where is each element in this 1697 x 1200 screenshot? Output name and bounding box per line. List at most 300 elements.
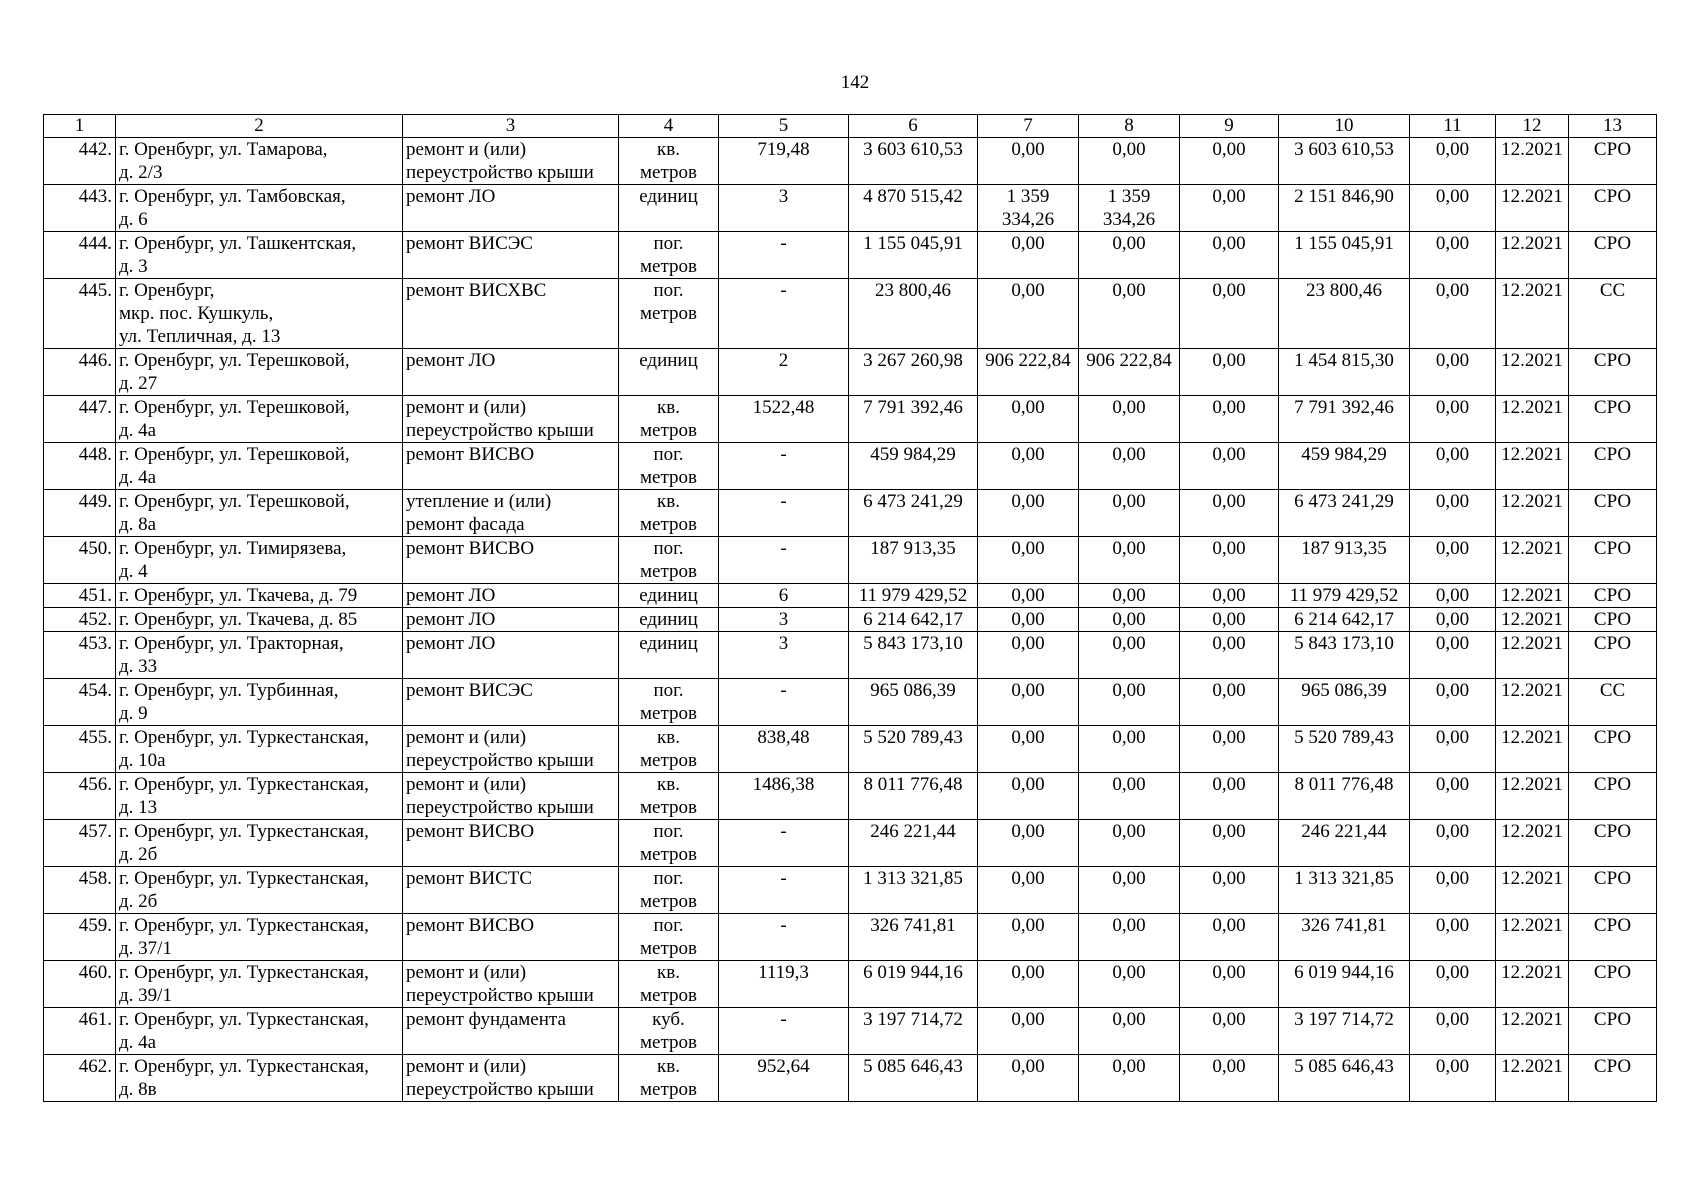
cell-budget-funds: 0,00 xyxy=(1079,961,1180,1008)
cell-work-type: утепление и (или) ремонт фасада xyxy=(403,490,619,537)
cell-total-cost: 3 267 260,98 xyxy=(849,349,978,396)
cell-work-type: ремонт и (или) переустройство крыши xyxy=(403,396,619,443)
cell-address: г. Оренбург, ул. Ташкентская, д. 3 xyxy=(116,232,403,279)
cell-other-funds: 0,00 xyxy=(1410,232,1496,279)
cell-completion-date: 12.2021 xyxy=(1496,490,1569,537)
cell-unit: единиц xyxy=(619,349,719,396)
cell-total-cost: 4 870 515,42 xyxy=(849,185,978,232)
cell-work-type: ремонт ВИСЭС xyxy=(403,679,619,726)
cell-volume: 2 xyxy=(719,349,849,396)
cell-budget-funds: 0,00 xyxy=(1079,820,1180,867)
cell-volume: - xyxy=(719,914,849,961)
cell-other-funds: 0,00 xyxy=(1410,1008,1496,1055)
cell-fund-method: СРО xyxy=(1569,820,1657,867)
column-header: 9 xyxy=(1180,115,1279,138)
cell-fund-method: СС xyxy=(1569,279,1657,349)
table-row xyxy=(44,443,1657,490)
cell-budget-funds: 0,00 xyxy=(1079,867,1180,914)
cell-owner-funds: 6 214 642,17 xyxy=(1279,608,1410,632)
cell-budget-funds: 0,00 xyxy=(1079,584,1180,608)
cell-volume: - xyxy=(719,279,849,349)
cell-owner-funds: 459 984,29 xyxy=(1279,443,1410,490)
table-row xyxy=(44,349,1657,396)
cell-local-funds: 0,00 xyxy=(1180,820,1279,867)
cell-address: г. Оренбург, ул. Туркестанская, д. 8в xyxy=(116,1055,403,1102)
cell-other-funds: 0,00 xyxy=(1410,820,1496,867)
cell-fund-method: СРО xyxy=(1569,490,1657,537)
cell-volume: 952,64 xyxy=(719,1055,849,1102)
table-row xyxy=(44,726,1657,773)
cell-budget-funds: 0,00 xyxy=(1079,396,1180,443)
column-header: 13 xyxy=(1569,115,1657,138)
cell-address: г. Оренбург, ул. Тамбовская, д. 6 xyxy=(116,185,403,232)
cell-other-funds: 0,00 xyxy=(1410,396,1496,443)
cell-owner-funds: 23 800,46 xyxy=(1279,279,1410,349)
cell-local-funds: 0,00 xyxy=(1180,537,1279,584)
cell-owner-funds: 187 913,35 xyxy=(1279,537,1410,584)
cell-fund-support: 0,00 xyxy=(978,279,1079,349)
table-row xyxy=(44,537,1657,584)
cell-owner-funds: 6 019 944,16 xyxy=(1279,961,1410,1008)
cell-other-funds: 0,00 xyxy=(1410,443,1496,490)
column-header: 8 xyxy=(1079,115,1180,138)
cell-unit: пог. метров xyxy=(619,914,719,961)
cell-budget-funds: 0,00 xyxy=(1079,726,1180,773)
column-header: 5 xyxy=(719,115,849,138)
cell-work-type: ремонт и (или) переустройство крыши xyxy=(403,1055,619,1102)
cell-owner-funds: 3 197 714,72 xyxy=(1279,1008,1410,1055)
cell-row-number: 446. xyxy=(44,349,116,396)
cell-row-number: 445. xyxy=(44,279,116,349)
cell-budget-funds: 0,00 xyxy=(1079,279,1180,349)
cell-local-funds: 0,00 xyxy=(1180,584,1279,608)
cell-fund-method: СРО xyxy=(1569,1008,1657,1055)
cell-completion-date: 12.2021 xyxy=(1496,679,1569,726)
cell-local-funds: 0,00 xyxy=(1180,679,1279,726)
cell-other-funds: 0,00 xyxy=(1410,961,1496,1008)
cell-volume: 1486,38 xyxy=(719,773,849,820)
cell-address: г. Оренбург, ул. Туркестанская, д. 2б xyxy=(116,867,403,914)
cell-row-number: 454. xyxy=(44,679,116,726)
cell-budget-funds: 0,00 xyxy=(1079,914,1180,961)
cell-completion-date: 12.2021 xyxy=(1496,349,1569,396)
cell-budget-funds: 0,00 xyxy=(1079,232,1180,279)
cell-unit: пог. метров xyxy=(619,867,719,914)
cell-total-cost: 246 221,44 xyxy=(849,820,978,867)
cell-work-type: ремонт ЛО xyxy=(403,608,619,632)
cell-other-funds: 0,00 xyxy=(1410,584,1496,608)
cell-other-funds: 0,00 xyxy=(1410,867,1496,914)
cell-unit: пог. метров xyxy=(619,279,719,349)
cell-completion-date: 12.2021 xyxy=(1496,820,1569,867)
cell-unit: пог. метров xyxy=(619,443,719,490)
cell-other-funds: 0,00 xyxy=(1410,537,1496,584)
cell-completion-date: 12.2021 xyxy=(1496,608,1569,632)
cell-owner-funds: 8 011 776,48 xyxy=(1279,773,1410,820)
cell-local-funds: 0,00 xyxy=(1180,185,1279,232)
cell-row-number: 456. xyxy=(44,773,116,820)
cell-row-number: 442. xyxy=(44,138,116,185)
table-row xyxy=(44,914,1657,961)
cell-volume: 1119,3 xyxy=(719,961,849,1008)
cell-completion-date: 12.2021 xyxy=(1496,632,1569,679)
cell-unit: кв. метров xyxy=(619,490,719,537)
cell-other-funds: 0,00 xyxy=(1410,914,1496,961)
cell-volume: 3 xyxy=(719,632,849,679)
cell-budget-funds: 0,00 xyxy=(1079,490,1180,537)
cell-volume: - xyxy=(719,820,849,867)
cell-work-type: ремонт ВИСВО xyxy=(403,537,619,584)
cell-work-type: ремонт ВИСВО xyxy=(403,820,619,867)
cell-row-number: 457. xyxy=(44,820,116,867)
cell-row-number: 450. xyxy=(44,537,116,584)
cell-fund-method: СРО xyxy=(1569,537,1657,584)
cell-row-number: 443. xyxy=(44,185,116,232)
cell-other-funds: 0,00 xyxy=(1410,679,1496,726)
cell-fund-support: 0,00 xyxy=(978,914,1079,961)
cell-other-funds: 0,00 xyxy=(1410,632,1496,679)
cell-owner-funds: 246 221,44 xyxy=(1279,820,1410,867)
cell-budget-funds: 0,00 xyxy=(1079,537,1180,584)
cell-fund-method: СРО xyxy=(1569,443,1657,490)
cell-row-number: 459. xyxy=(44,914,116,961)
cell-volume: - xyxy=(719,232,849,279)
cell-completion-date: 12.2021 xyxy=(1496,1008,1569,1055)
cell-fund-method: СРО xyxy=(1569,349,1657,396)
column-header: 10 xyxy=(1279,115,1410,138)
cell-other-funds: 0,00 xyxy=(1410,279,1496,349)
cell-budget-funds: 0,00 xyxy=(1079,1008,1180,1055)
header-row xyxy=(44,115,1657,138)
cell-owner-funds: 7 791 392,46 xyxy=(1279,396,1410,443)
cell-fund-method: СРО xyxy=(1569,584,1657,608)
cell-row-number: 458. xyxy=(44,867,116,914)
cell-owner-funds: 1 313 321,85 xyxy=(1279,867,1410,914)
table-row xyxy=(44,138,1657,185)
cell-local-funds: 0,00 xyxy=(1180,138,1279,185)
cell-row-number: 451. xyxy=(44,584,116,608)
cell-volume: - xyxy=(719,867,849,914)
cell-unit: кв. метров xyxy=(619,1055,719,1102)
cell-local-funds: 0,00 xyxy=(1180,443,1279,490)
cell-address: г. Оренбург, ул. Терешковой, д. 27 xyxy=(116,349,403,396)
cell-total-cost: 6 473 241,29 xyxy=(849,490,978,537)
cell-work-type: ремонт ВИСТС xyxy=(403,867,619,914)
cell-unit: единиц xyxy=(619,608,719,632)
cell-total-cost: 965 086,39 xyxy=(849,679,978,726)
cell-unit: единиц xyxy=(619,632,719,679)
cell-unit: единиц xyxy=(619,185,719,232)
cell-budget-funds: 1 359 334,26 xyxy=(1079,185,1180,232)
cell-other-funds: 0,00 xyxy=(1410,608,1496,632)
page-number: 142 xyxy=(840,72,870,93)
cell-work-type: ремонт ЛО xyxy=(403,349,619,396)
cell-local-funds: 0,00 xyxy=(1180,232,1279,279)
cell-other-funds: 0,00 xyxy=(1410,349,1496,396)
cell-work-type: ремонт и (или) переустройство крыши xyxy=(403,961,619,1008)
cell-completion-date: 12.2021 xyxy=(1496,773,1569,820)
cell-address: г. Оренбург, ул. Терешковой, д. 4а xyxy=(116,443,403,490)
cell-volume: 1522,48 xyxy=(719,396,849,443)
cell-fund-method: СС xyxy=(1569,679,1657,726)
cell-owner-funds: 5 085 646,43 xyxy=(1279,1055,1410,1102)
cell-budget-funds: 0,00 xyxy=(1079,443,1180,490)
cell-owner-funds: 6 473 241,29 xyxy=(1279,490,1410,537)
cell-fund-support: 0,00 xyxy=(978,537,1079,584)
cell-other-funds: 0,00 xyxy=(1410,726,1496,773)
cell-total-cost: 5 085 646,43 xyxy=(849,1055,978,1102)
cell-address: г. Оренбург, ул. Тамарова, д. 2/3 xyxy=(116,138,403,185)
table-row xyxy=(44,1008,1657,1055)
cell-address: г. Оренбург, ул. Туркестанская, д. 4а xyxy=(116,1008,403,1055)
cell-unit: кв. метров xyxy=(619,726,719,773)
cell-fund-support: 906 222,84 xyxy=(978,349,1079,396)
cell-address: г. Оренбург, ул. Туркестанская, д. 10а xyxy=(116,726,403,773)
table-row xyxy=(44,584,1657,608)
cell-work-type: ремонт фундамента xyxy=(403,1008,619,1055)
table-row xyxy=(44,632,1657,679)
cell-row-number: 444. xyxy=(44,232,116,279)
cell-total-cost: 459 984,29 xyxy=(849,443,978,490)
table-row xyxy=(44,1055,1657,1102)
cell-address: г. Оренбург, ул. Туркестанская, д. 2б xyxy=(116,820,403,867)
table-row xyxy=(44,820,1657,867)
cell-volume: - xyxy=(719,537,849,584)
cell-fund-method: СРО xyxy=(1569,396,1657,443)
cell-local-funds: 0,00 xyxy=(1180,490,1279,537)
cell-address: г. Оренбург, ул. Терешковой, д. 4а xyxy=(116,396,403,443)
cell-row-number: 448. xyxy=(44,443,116,490)
cell-owner-funds: 5 843 173,10 xyxy=(1279,632,1410,679)
column-header: 7 xyxy=(978,115,1079,138)
cell-address: г. Оренбург, ул. Туркестанская, д. 37/1 xyxy=(116,914,403,961)
cell-total-cost: 5 520 789,43 xyxy=(849,726,978,773)
cell-completion-date: 12.2021 xyxy=(1496,138,1569,185)
cell-fund-method: СРО xyxy=(1569,914,1657,961)
cell-volume: - xyxy=(719,1008,849,1055)
cell-fund-method: СРО xyxy=(1569,632,1657,679)
cell-work-type: ремонт ЛО xyxy=(403,185,619,232)
cell-row-number: 462. xyxy=(44,1055,116,1102)
cell-row-number: 449. xyxy=(44,490,116,537)
cell-unit: пог. метров xyxy=(619,679,719,726)
cell-unit: кв. метров xyxy=(619,396,719,443)
cell-total-cost: 187 913,35 xyxy=(849,537,978,584)
column-header: 4 xyxy=(619,115,719,138)
cell-completion-date: 12.2021 xyxy=(1496,396,1569,443)
cell-fund-method: СРО xyxy=(1569,138,1657,185)
cell-total-cost: 1 313 321,85 xyxy=(849,867,978,914)
cell-fund-method: СРО xyxy=(1569,1055,1657,1102)
cell-completion-date: 12.2021 xyxy=(1496,1055,1569,1102)
cell-fund-support: 0,00 xyxy=(978,396,1079,443)
cell-volume: 838,48 xyxy=(719,726,849,773)
cell-budget-funds: 0,00 xyxy=(1079,608,1180,632)
cell-address: г. Оренбург, ул. Ткачева, д. 85 xyxy=(116,608,403,632)
cell-fund-method: СРО xyxy=(1569,867,1657,914)
cell-completion-date: 12.2021 xyxy=(1496,961,1569,1008)
column-header: 1 xyxy=(44,115,116,138)
cell-total-cost: 6 019 944,16 xyxy=(849,961,978,1008)
cell-fund-support: 0,00 xyxy=(978,679,1079,726)
cell-budget-funds: 0,00 xyxy=(1079,679,1180,726)
cell-total-cost: 6 214 642,17 xyxy=(849,608,978,632)
cell-total-cost: 23 800,46 xyxy=(849,279,978,349)
cell-other-funds: 0,00 xyxy=(1410,490,1496,537)
cell-address: г. Оренбург, мкр. пос. Кушкуль, ул. Тепличная, д. 13 xyxy=(116,279,403,349)
cell-local-funds: 0,00 xyxy=(1180,632,1279,679)
cell-unit: куб. метров xyxy=(619,1008,719,1055)
cell-work-type: ремонт и (или) переустройство крыши xyxy=(403,138,619,185)
cell-owner-funds: 965 086,39 xyxy=(1279,679,1410,726)
cell-local-funds: 0,00 xyxy=(1180,608,1279,632)
table-row xyxy=(44,679,1657,726)
repair-register-table xyxy=(43,114,1657,1102)
column-header: 3 xyxy=(403,115,619,138)
cell-row-number: 452. xyxy=(44,608,116,632)
cell-address: г. Оренбург, ул. Ткачева, д. 79 xyxy=(116,584,403,608)
cell-total-cost: 326 741,81 xyxy=(849,914,978,961)
cell-owner-funds: 5 520 789,43 xyxy=(1279,726,1410,773)
table-row xyxy=(44,867,1657,914)
cell-completion-date: 12.2021 xyxy=(1496,914,1569,961)
cell-total-cost: 7 791 392,46 xyxy=(849,396,978,443)
cell-work-type: ремонт ВИСЭС xyxy=(403,232,619,279)
cell-owner-funds: 1 454 815,30 xyxy=(1279,349,1410,396)
cell-row-number: 447. xyxy=(44,396,116,443)
cell-address: г. Оренбург, ул. Тимирязева, д. 4 xyxy=(116,537,403,584)
cell-address: г. Оренбург, ул. Туркестанская, д. 13 xyxy=(116,773,403,820)
cell-fund-support: 0,00 xyxy=(978,632,1079,679)
cell-local-funds: 0,00 xyxy=(1180,349,1279,396)
cell-work-type: ремонт ВИСХВС xyxy=(403,279,619,349)
cell-completion-date: 12.2021 xyxy=(1496,537,1569,584)
cell-completion-date: 12.2021 xyxy=(1496,726,1569,773)
cell-unit: пог. метров xyxy=(619,232,719,279)
cell-volume: 3 xyxy=(719,185,849,232)
cell-fund-support: 0,00 xyxy=(978,490,1079,537)
cell-local-funds: 0,00 xyxy=(1180,773,1279,820)
cell-fund-method: СРО xyxy=(1569,185,1657,232)
cell-unit: кв. метров xyxy=(619,961,719,1008)
cell-fund-support: 0,00 xyxy=(978,1008,1079,1055)
cell-volume: 6 xyxy=(719,584,849,608)
cell-budget-funds: 906 222,84 xyxy=(1079,349,1180,396)
cell-other-funds: 0,00 xyxy=(1410,1055,1496,1102)
cell-volume: 719,48 xyxy=(719,138,849,185)
cell-work-type: ремонт ВИСВО xyxy=(403,443,619,490)
cell-local-funds: 0,00 xyxy=(1180,867,1279,914)
cell-address: г. Оренбург, ул. Тракторная, д. 33 xyxy=(116,632,403,679)
cell-fund-method: СРО xyxy=(1569,232,1657,279)
cell-other-funds: 0,00 xyxy=(1410,773,1496,820)
cell-total-cost: 3 603 610,53 xyxy=(849,138,978,185)
table-body xyxy=(44,138,1657,1102)
cell-row-number: 461. xyxy=(44,1008,116,1055)
cell-address: г. Оренбург, ул. Турбинная, д. 9 xyxy=(116,679,403,726)
cell-row-number: 453. xyxy=(44,632,116,679)
cell-address: г. Оренбург, ул. Терешковой, д. 8а xyxy=(116,490,403,537)
cell-unit: пог. метров xyxy=(619,820,719,867)
cell-fund-support: 1 359 334,26 xyxy=(978,185,1079,232)
cell-fund-support: 0,00 xyxy=(978,867,1079,914)
cell-fund-support: 0,00 xyxy=(978,608,1079,632)
cell-row-number: 460. xyxy=(44,961,116,1008)
cell-fund-method: СРО xyxy=(1569,726,1657,773)
cell-fund-method: СРО xyxy=(1569,608,1657,632)
cell-completion-date: 12.2021 xyxy=(1496,185,1569,232)
cell-local-funds: 0,00 xyxy=(1180,396,1279,443)
cell-fund-support: 0,00 xyxy=(978,961,1079,1008)
cell-unit: пог. метров xyxy=(619,537,719,584)
cell-fund-support: 0,00 xyxy=(978,726,1079,773)
cell-total-cost: 11 979 429,52 xyxy=(849,584,978,608)
cell-fund-support: 0,00 xyxy=(978,232,1079,279)
table-row xyxy=(44,608,1657,632)
cell-address: г. Оренбург, ул. Туркестанская, д. 39/1 xyxy=(116,961,403,1008)
cell-fund-support: 0,00 xyxy=(978,773,1079,820)
column-header: 12 xyxy=(1496,115,1569,138)
cell-owner-funds: 326 741,81 xyxy=(1279,914,1410,961)
cell-volume: - xyxy=(719,443,849,490)
cell-local-funds: 0,00 xyxy=(1180,914,1279,961)
column-header: 2 xyxy=(116,115,403,138)
cell-fund-support: 0,00 xyxy=(978,1055,1079,1102)
cell-fund-support: 0,00 xyxy=(978,443,1079,490)
cell-total-cost: 8 011 776,48 xyxy=(849,773,978,820)
cell-budget-funds: 0,00 xyxy=(1079,138,1180,185)
cell-budget-funds: 0,00 xyxy=(1079,773,1180,820)
cell-total-cost: 3 197 714,72 xyxy=(849,1008,978,1055)
cell-work-type: ремонт и (или) переустройство крыши xyxy=(403,726,619,773)
cell-fund-method: СРО xyxy=(1569,773,1657,820)
cell-completion-date: 12.2021 xyxy=(1496,279,1569,349)
cell-fund-support: 0,00 xyxy=(978,584,1079,608)
cell-volume: 3 xyxy=(719,608,849,632)
cell-completion-date: 12.2021 xyxy=(1496,584,1569,608)
table-row xyxy=(44,232,1657,279)
cell-other-funds: 0,00 xyxy=(1410,185,1496,232)
cell-budget-funds: 0,00 xyxy=(1079,1055,1180,1102)
cell-fund-method: СРО xyxy=(1569,961,1657,1008)
column-header: 6 xyxy=(849,115,978,138)
cell-owner-funds: 1 155 045,91 xyxy=(1279,232,1410,279)
cell-row-number: 455. xyxy=(44,726,116,773)
cell-local-funds: 0,00 xyxy=(1180,1055,1279,1102)
column-header: 11 xyxy=(1410,115,1496,138)
cell-volume: - xyxy=(719,679,849,726)
cell-work-type: ремонт и (или) переустройство крыши xyxy=(403,773,619,820)
table-row xyxy=(44,961,1657,1008)
cell-owner-funds: 11 979 429,52 xyxy=(1279,584,1410,608)
cell-local-funds: 0,00 xyxy=(1180,961,1279,1008)
cell-unit: кв. метров xyxy=(619,138,719,185)
cell-fund-support: 0,00 xyxy=(978,138,1079,185)
cell-local-funds: 0,00 xyxy=(1180,726,1279,773)
table-row xyxy=(44,490,1657,537)
cell-completion-date: 12.2021 xyxy=(1496,232,1569,279)
cell-budget-funds: 0,00 xyxy=(1079,632,1180,679)
cell-total-cost: 1 155 045,91 xyxy=(849,232,978,279)
cell-work-type: ремонт ЛО xyxy=(403,584,619,608)
table-row xyxy=(44,279,1657,349)
table-row xyxy=(44,185,1657,232)
cell-completion-date: 12.2021 xyxy=(1496,443,1569,490)
cell-work-type: ремонт ЛО xyxy=(403,632,619,679)
table-row xyxy=(44,396,1657,443)
cell-work-type: ремонт ВИСВО xyxy=(403,914,619,961)
cell-unit: единиц xyxy=(619,584,719,608)
